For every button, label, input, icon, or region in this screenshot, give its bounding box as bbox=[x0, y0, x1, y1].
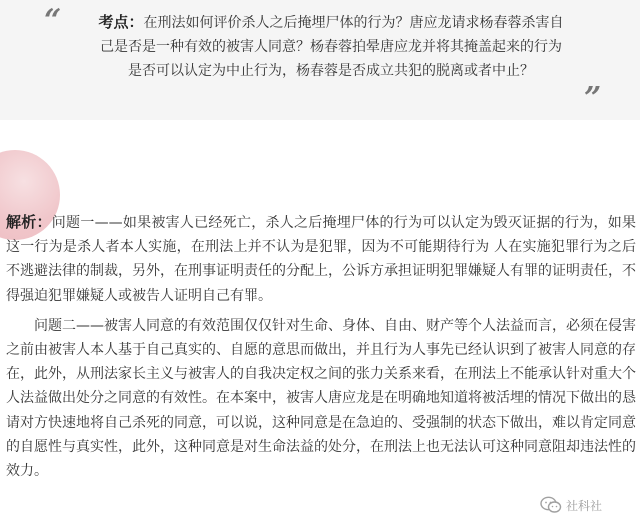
close-quote-mark: ” bbox=[584, 81, 598, 116]
analysis-body bbox=[6, 210, 636, 483]
watermark-text: 社科社 bbox=[566, 498, 603, 513]
analysis-label: 解析： bbox=[6, 213, 52, 231]
analysis-paragraph-2: 问题二——被害人同意的有效范围仅仅针对生命、身体、自由、财产等个人法益而言，必须在侵害之前由被害人本人基于自己真实的、自愿的意思而做出，并且行为人事先已经认识到了被害人同意的存在，此外，从刑法家长主义与被害人的自我决定权之间的张力关系来看，在刑法上不能承认针对重大个人法益做出处分之同意的有效性。在本案中，被害人唐应龙是在明确地知道将被活埋的情况下做出的恳请对方快速地将自己杀死的同意，可以说，这种同意是在急迫的、受强制的状态下做出，难以肯定同意的自愿性与真实性，此外，这种同意是对生命法益的处分，在刑法上也无法认可这种同意阻却违法性的效力。 bbox=[6, 317, 636, 480]
wechat-icon bbox=[540, 496, 562, 514]
quote-box bbox=[0, 0, 640, 120]
open-quote-mark: “ bbox=[44, 3, 58, 38]
analysis-paragraph-1 bbox=[6, 210, 636, 308]
exam-point bbox=[96, 10, 566, 83]
exam-point-text: 在刑法如何评价杀人之后掩埋尸体的行为？唐应龙请求杨春蓉杀害自己是否是一种有效的被害人同意？杨春蓉拍晕唐应龙并将其掩盖起来的行为是否可以认定为中止行为，杨春蓉是否成立共犯的脱离或者中止？ bbox=[100, 15, 564, 79]
analysis-paragraph-1-text: 问题一——如果被害人已经死亡，杀人之后掩埋尸体的行为可以认定为毁灭证据的行为，如果这一行为是杀人者本人实施，在刑法上并不认为是犯罪，因为不可能期待行为 人在实施犯罪行为之后不逃避法律的制裁，另外，在刑事证明责任的分配上，公诉方承担证明犯罪嫌疑人有罪的证明责任，不得强迫犯罪嫌疑人或被告人证明自己有罪。 bbox=[6, 215, 636, 304]
watermark bbox=[540, 494, 602, 516]
exam-point-label: 考点： bbox=[98, 13, 144, 31]
